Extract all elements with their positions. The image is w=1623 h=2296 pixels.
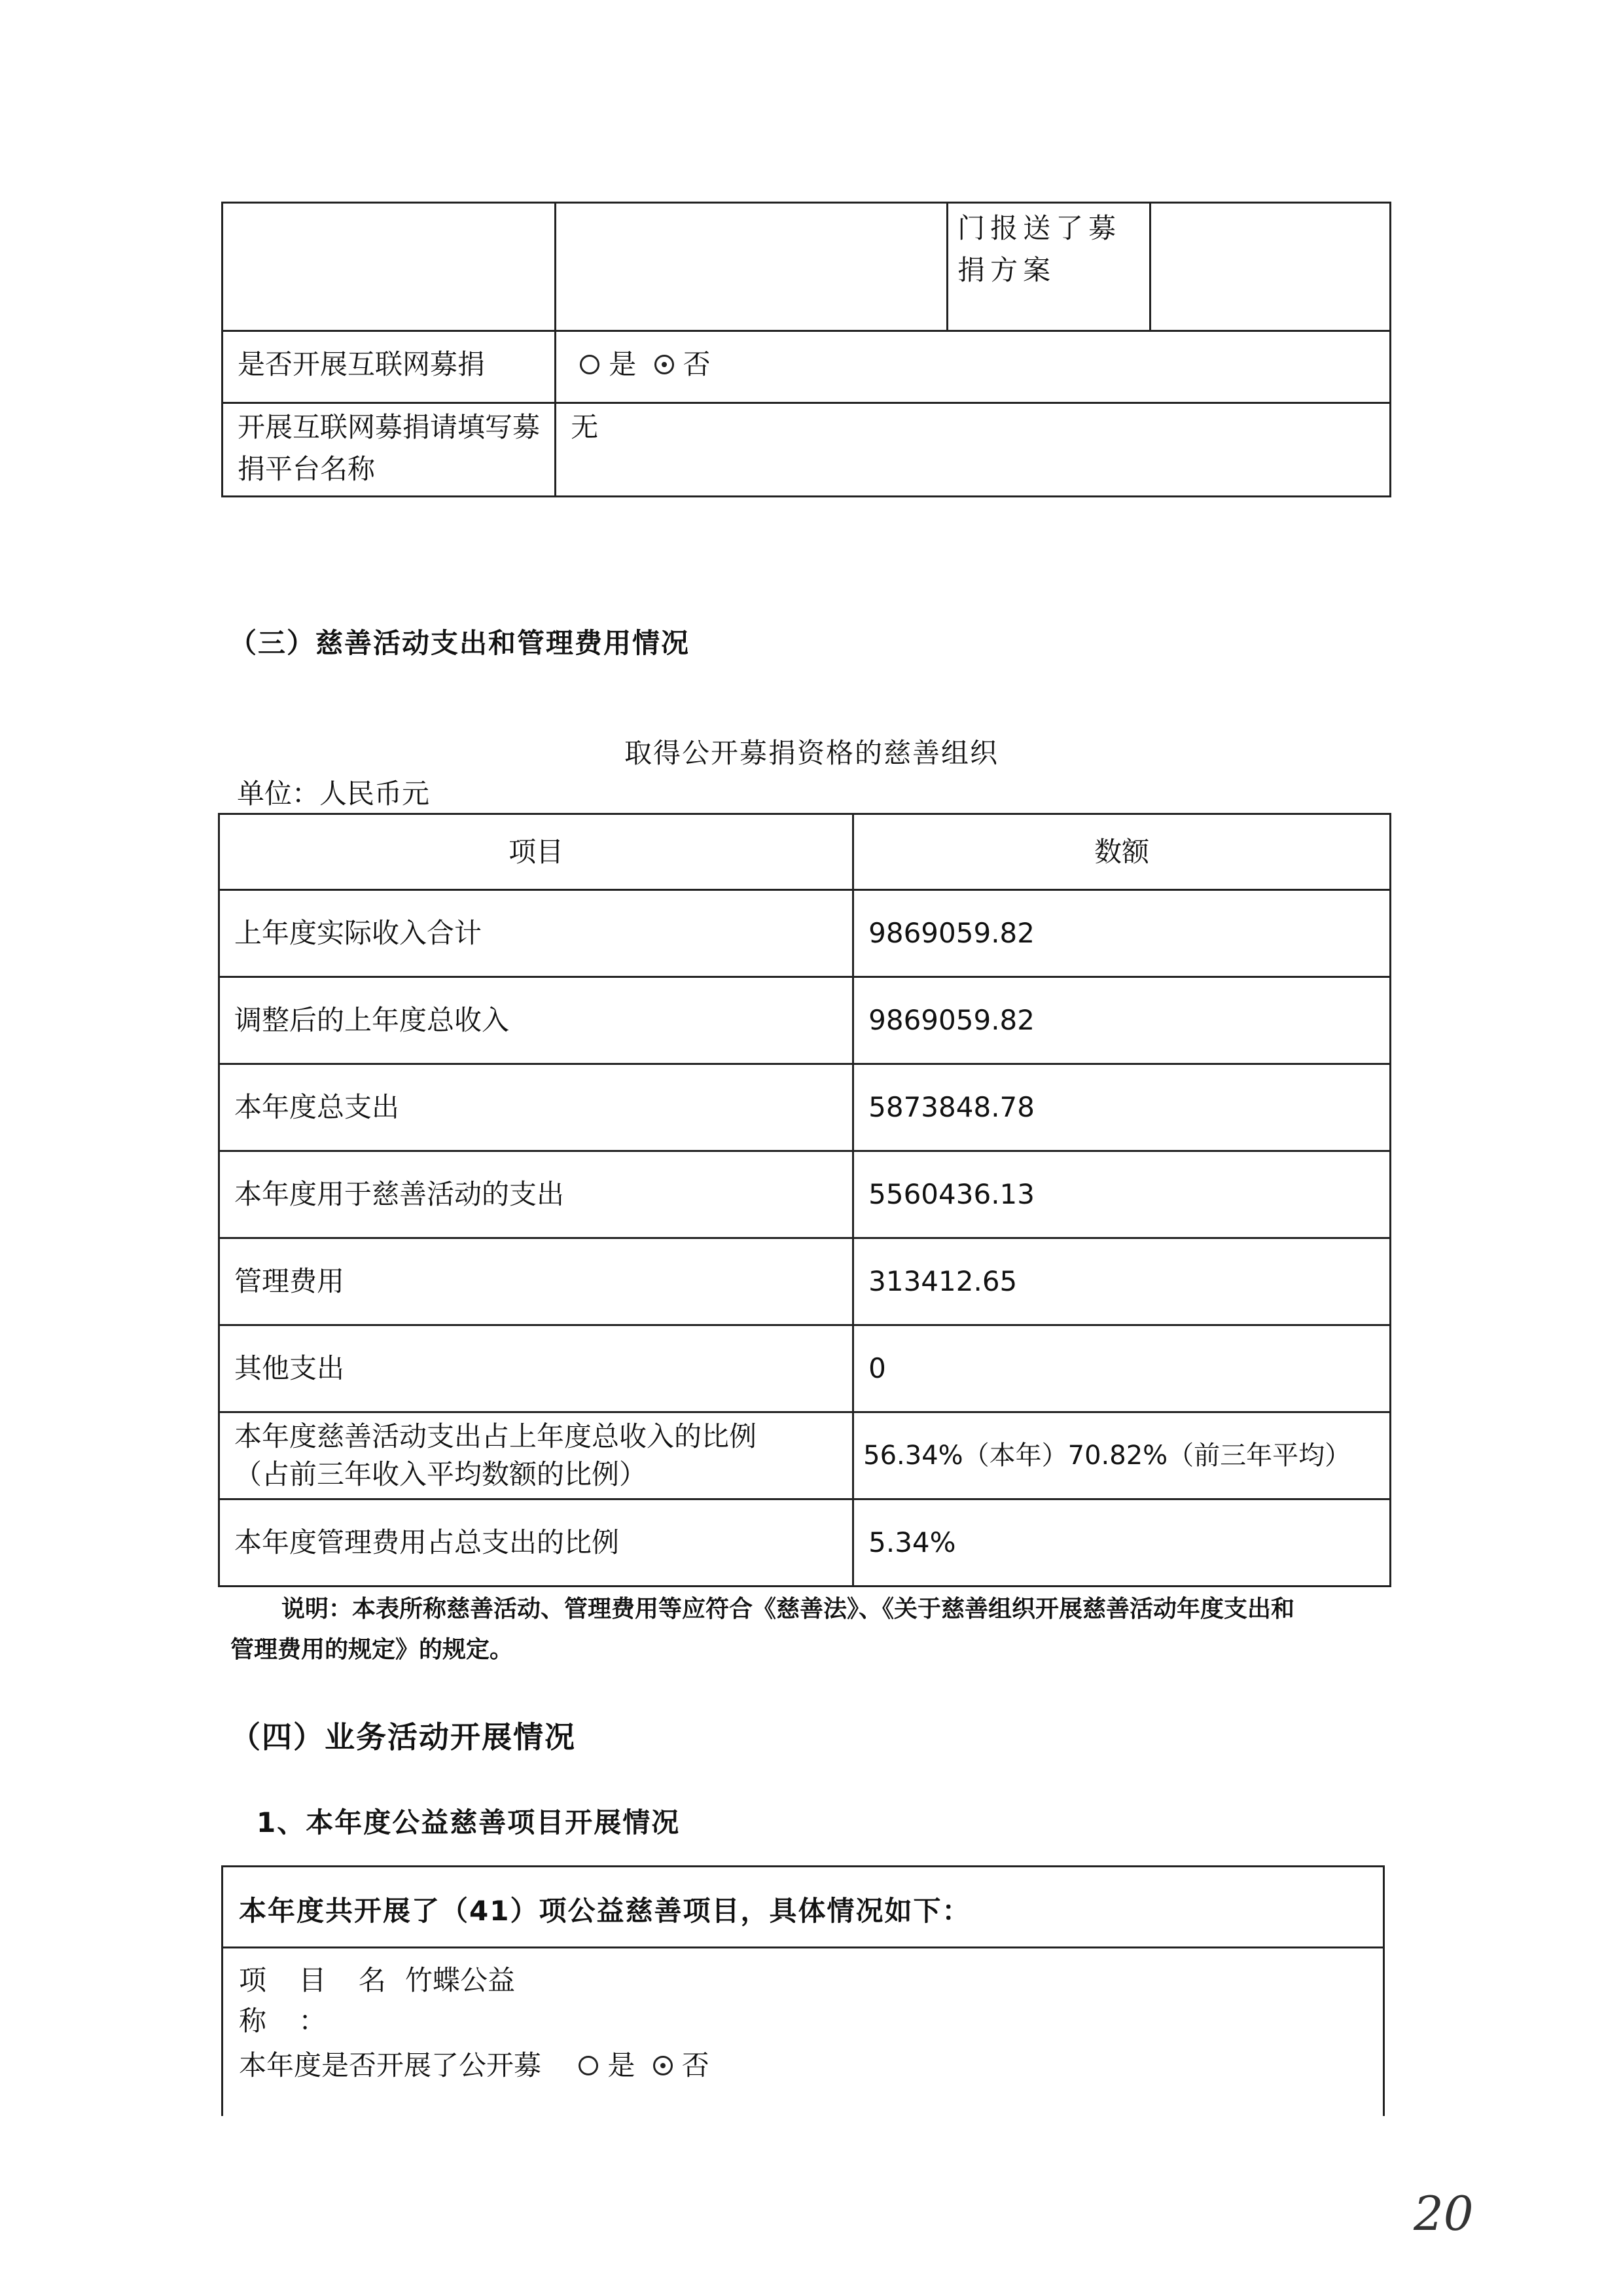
row-amount: 5873848.78 bbox=[868, 1091, 1035, 1123]
radio-no-checked-icon[interactable] bbox=[653, 2056, 673, 2075]
option-no-label: 否 bbox=[683, 348, 711, 380]
section3-table-title: 取得公开募捐资格的慈善组织 bbox=[624, 737, 999, 769]
row-amount: 5.34% bbox=[868, 1526, 956, 1558]
radio-yes-icon[interactable] bbox=[579, 2056, 598, 2075]
finance-cell bbox=[853, 1499, 1391, 1587]
top-table-cell bbox=[948, 203, 1150, 331]
top-table bbox=[221, 202, 1391, 497]
top-table-cell bbox=[223, 203, 556, 331]
section4-heading: （四）业务活动开展情况 bbox=[230, 1719, 576, 1755]
unit-label: 单位：人民币元 bbox=[237, 778, 430, 810]
project-name-label-line: 项 目 名 bbox=[239, 1964, 398, 1996]
project-name-label bbox=[239, 1960, 398, 2041]
radio-yes-icon[interactable] bbox=[580, 355, 599, 374]
row-amount: 313412.65 bbox=[868, 1265, 1018, 1297]
finance-cell bbox=[219, 1064, 853, 1151]
fundraising-plan-note: 门报送了募捐方案 bbox=[957, 212, 1122, 286]
finance-cell bbox=[853, 890, 1391, 977]
public-fundraising-row bbox=[239, 2045, 709, 2086]
top-table-cell bbox=[1150, 203, 1390, 331]
top-table-cell bbox=[223, 403, 556, 497]
table-row bbox=[219, 890, 1391, 977]
finance-cell bbox=[219, 1499, 853, 1587]
finance-header-cell bbox=[219, 814, 853, 890]
row-item bbox=[220, 1418, 852, 1494]
section4-subheading: 1、本年度公益慈善项目开展情况 bbox=[257, 1806, 681, 1839]
table-row bbox=[219, 1325, 1391, 1412]
internet-fundraising-label: 是否开展互联网募捐 bbox=[238, 348, 486, 380]
table-row bbox=[219, 1238, 1391, 1325]
top-table-cell bbox=[223, 331, 556, 403]
top-table-cell bbox=[556, 203, 948, 331]
project-name-value: 竹蝶公益 bbox=[405, 1964, 516, 1996]
finance-cell bbox=[219, 1151, 853, 1238]
top-table-cell bbox=[556, 403, 1391, 497]
column-header-amount: 数额 bbox=[1094, 835, 1150, 868]
top-table-row bbox=[223, 403, 1391, 497]
row-item: 其他支出 bbox=[234, 1352, 345, 1384]
table-row bbox=[219, 1499, 1391, 1587]
finance-cell bbox=[219, 977, 853, 1064]
table-note-line: 管理费用的规定》的规定。 bbox=[230, 1636, 514, 1663]
public-fundraising-label: 本年度是否开展了公开募 bbox=[239, 2049, 542, 2081]
finance-cell bbox=[219, 890, 853, 977]
row-amount: 0 bbox=[868, 1352, 886, 1384]
table-row bbox=[219, 1412, 1391, 1499]
finance-table bbox=[218, 813, 1391, 1587]
platform-name-label: 开展互联网募捐请填写募捐平台名称 bbox=[238, 411, 541, 485]
finance-cell bbox=[219, 1412, 853, 1499]
row-item: 本年度总支出 bbox=[234, 1091, 400, 1123]
row-item: 本年度用于慈善活动的支出 bbox=[234, 1178, 565, 1210]
section3-heading: （三）慈善活动支出和管理费用情况 bbox=[229, 627, 690, 659]
row-amount: 9869059.82 bbox=[868, 1004, 1035, 1036]
row-item: 上年度实际收入合计 bbox=[234, 917, 482, 949]
radio-no-checked-icon[interactable] bbox=[654, 355, 674, 374]
finance-cell bbox=[853, 1412, 1391, 1499]
row-amount: 9869059.82 bbox=[868, 917, 1035, 949]
finance-cell bbox=[219, 1325, 853, 1412]
table-row bbox=[219, 1151, 1391, 1238]
projects-box-header: 本年度共开展了（41）项公益慈善项目，具体情况如下： bbox=[223, 1867, 1383, 1948]
finance-cell bbox=[853, 1064, 1391, 1151]
top-table-row bbox=[223, 331, 1391, 403]
row-item-line: （占前三年收入平均数额的比例） bbox=[234, 1458, 647, 1490]
option-yes-label: 是 bbox=[609, 348, 637, 380]
column-header-item: 项目 bbox=[508, 835, 564, 868]
row-item-line: 本年度慈善活动支出占上年度总收入的比例 bbox=[234, 1420, 757, 1452]
table-row bbox=[219, 977, 1391, 1064]
row-item: 本年度管理费用占总支出的比例 bbox=[234, 1526, 620, 1558]
finance-cell bbox=[853, 1325, 1391, 1412]
table-note-line: 说明：本表所称慈善活动、管理费用等应符合《慈善法》、《关于慈善组织开展慈善活动年度支出和 bbox=[281, 1596, 1295, 1623]
top-table-cell bbox=[556, 331, 1391, 403]
top-table-row bbox=[223, 203, 1391, 331]
project-name-label-line: 称 ： bbox=[239, 2005, 338, 2037]
projects-box bbox=[221, 1865, 1385, 2116]
option-no-label: 否 bbox=[681, 2049, 709, 2081]
platform-name-value: 无 bbox=[571, 411, 599, 443]
finance-cell bbox=[219, 1238, 853, 1325]
finance-cell bbox=[853, 977, 1391, 1064]
finance-cell bbox=[853, 1151, 1391, 1238]
finance-cell bbox=[853, 1238, 1391, 1325]
finance-header-row bbox=[219, 814, 1391, 890]
row-amount: 56.34%（本年）70.82%（前三年平均） bbox=[863, 1441, 1351, 1471]
table-row bbox=[219, 1064, 1391, 1151]
row-item: 调整后的上年度总收入 bbox=[234, 1004, 510, 1036]
finance-header-cell bbox=[853, 814, 1391, 890]
internet-fundraising-options bbox=[556, 332, 1389, 391]
page-number: 20 bbox=[1414, 2186, 1474, 2241]
row-amount: 5560436.13 bbox=[868, 1178, 1035, 1210]
option-yes-label: 是 bbox=[607, 2049, 635, 2081]
row-item: 管理费用 bbox=[234, 1265, 345, 1297]
